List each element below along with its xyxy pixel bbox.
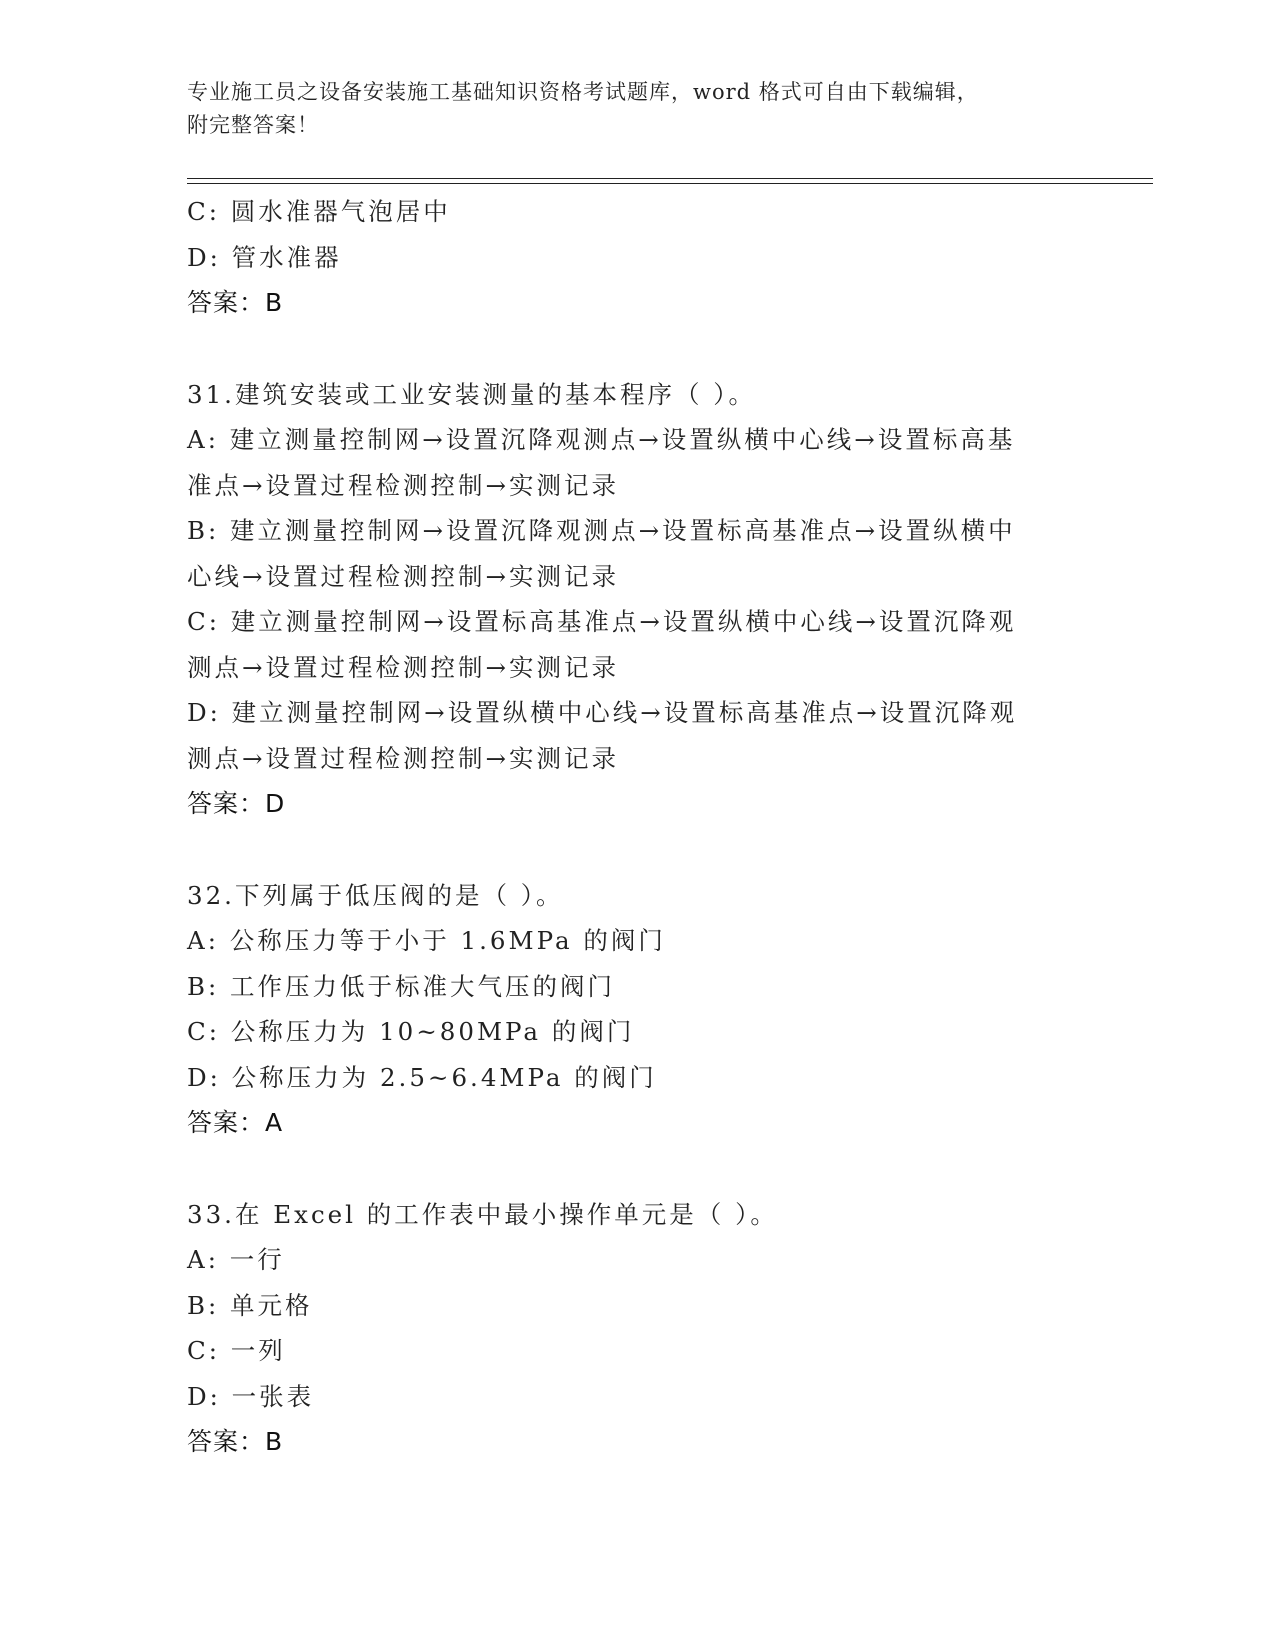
- option-c: C: 一列: [187, 1336, 286, 1365]
- option-c: C: 公称压力为 10~80MPa 的阀门: [187, 1017, 635, 1046]
- option-d-continued: 测点→设置过程检测控制→实测记录: [187, 743, 620, 773]
- header-line-2: 附完整答案！: [187, 113, 319, 137]
- option-b: B: 工作压力低于标准大气压的阀门: [187, 971, 616, 1001]
- option-d: D: 建立测量控制网→设置纵横中心线→设置标高基准点→设置沉降观: [187, 698, 1018, 727]
- option-b: B: 单元格: [187, 1290, 313, 1320]
- option-a: A: 公称压力等于小于 1.6MPa 的阀门: [187, 926, 666, 955]
- header-line-1: 专业施工员之设备安装施工基础知识资格考试题库，word 格式可自由下载编辑，: [187, 80, 979, 104]
- question-33: [187, 1192, 1087, 1465]
- answer-line: 答案：B: [187, 1427, 284, 1456]
- answer-line: 答案：D: [187, 789, 286, 818]
- header-divider-bottom: [187, 183, 1153, 184]
- option-d: D: 一张表: [187, 1381, 315, 1411]
- option-a: A: 一行: [187, 1245, 285, 1274]
- option-c: C: 圆水准器气泡居中: [187, 197, 451, 226]
- question-31: [187, 372, 1087, 827]
- document-body: [187, 189, 1087, 1465]
- question-32: [187, 873, 1087, 1146]
- option-d: D: 管水准器: [187, 242, 342, 272]
- option-c: C: 建立测量控制网→设置标高基准点→设置纵横中心线→设置沉降观: [187, 607, 1017, 636]
- option-b: B: 建立测量控制网→设置沉降观测点→设置标高基准点→设置纵横中: [187, 516, 1016, 545]
- option-b-continued: 心线→设置过程检测控制→实测记录: [187, 561, 620, 591]
- answer-line: 答案：A: [187, 1108, 284, 1137]
- answer-line: 答案：B: [187, 288, 284, 317]
- question-stem: 32.下列属于低压阀的是（ ）。: [187, 880, 564, 910]
- option-a-continued: 准点→设置过程检测控制→实测记录: [187, 470, 620, 500]
- option-d: D: 公称压力为 2.5~6.4MPa 的阀门: [187, 1062, 657, 1092]
- question-stem: 33.在 Excel 的工作表中最小操作单元是（ ）。: [187, 1199, 778, 1229]
- option-c-continued: 测点→设置过程检测控制→实测记录: [187, 652, 620, 682]
- header-divider-top: [187, 178, 1153, 179]
- carryover-question: [187, 189, 1087, 326]
- document-header: [187, 76, 1087, 142]
- question-stem: 31.建筑安装或工业安装测量的基本程序（ ）。: [187, 379, 756, 409]
- option-a: A: 建立测量控制网→设置沉降观测点→设置纵横中心线→设置标高基: [187, 425, 1016, 454]
